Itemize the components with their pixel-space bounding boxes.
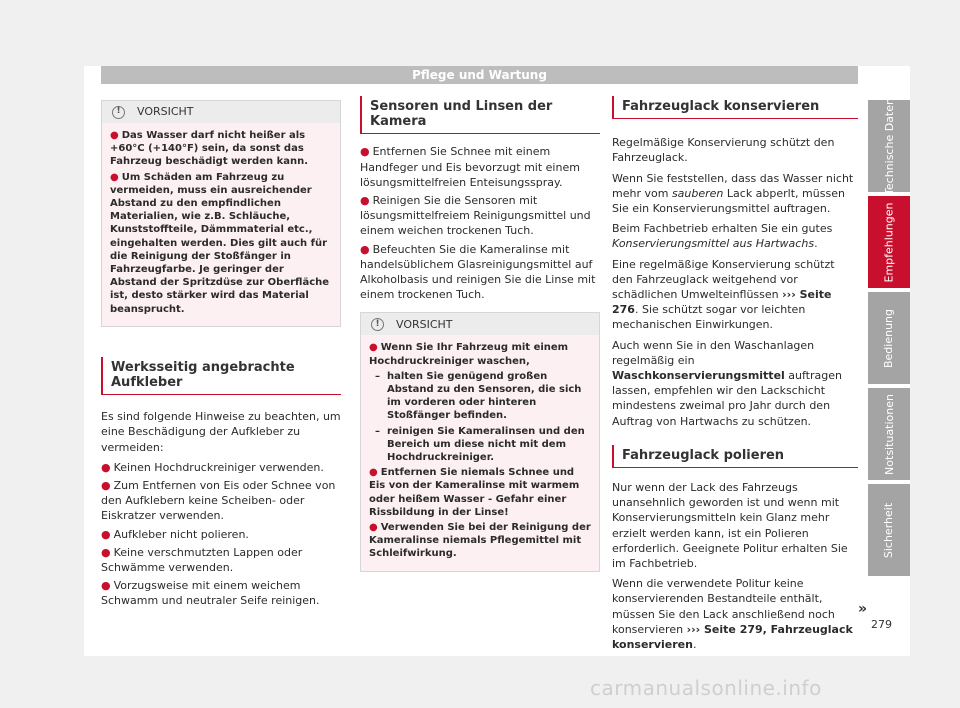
warning-box <box>101 100 341 327</box>
column-left <box>101 100 341 612</box>
warning-subitems <box>369 370 591 464</box>
list-item: ● Zum Entfernen von Eis oder Schnee von den Aufklebern keine Scheiben- oder Eiskratzer verwenden. <box>101 479 336 523</box>
bullet-icon: ● <box>369 522 378 534</box>
list-item: ● Keinen Hochdruckreiniger verwenden. <box>101 460 324 474</box>
bullet-icon: ● <box>101 579 111 593</box>
dash-item: – reinigen Sie Kameralinsen und den Bereich um diese nicht mit dem Hochdruckreiniger. <box>375 425 585 464</box>
warning-item: ● Entfernen Sie niemals Schnee und Eis von der Kameralinse mit warmem oder heißem Wasser - Gefahr einer Rissbildung in der Linse! <box>369 467 580 518</box>
tab-technische-daten[interactable]: Technische Daten <box>868 100 910 192</box>
paragraph: Regelmäßige Konservierung schützt den Fahrzeuglack. <box>612 136 835 165</box>
bullet-icon: ● <box>110 171 119 183</box>
bullet-icon: ● <box>110 130 119 141</box>
warning-header <box>102 101 340 123</box>
info-circle-icon: ! <box>371 318 384 331</box>
warning-label: VORSICHT <box>137 105 194 119</box>
list-item: ● Entfernen Sie Schnee mit einem Handfeger und Eis bevorzugt mit einem lösungsmittelfreien Enteisungsspray. <box>360 145 580 189</box>
list-item: ● Aufkleber nicht polieren. <box>101 527 249 541</box>
tab-empfehlungen[interactable]: Empfehlungen <box>868 196 910 288</box>
section-title-sensoren: Sensoren und Linsen der Kamera <box>360 96 600 134</box>
info-circle-icon: ! <box>112 106 125 119</box>
warning-body <box>102 123 340 326</box>
warning-body <box>361 335 599 570</box>
bullet-icon: ● <box>369 467 378 479</box>
list-item: ● Keine verschmutzten Lappen oder Schwämme verwenden. <box>101 545 303 575</box>
paragraph: Wenn Sie feststellen, dass das Wasser nicht mehr vom sauberen Lack abperlt, müssen Sie ein Konservierungsmittel auftragen. <box>612 171 854 216</box>
list-item: ● Befeuchten Sie die Kameralinse mit handelsüblichem Glasreinigungsmittel auf Alkoholbasis und reinigen Sie die Linse mit einem trockenen Tuch. <box>360 242 596 302</box>
section-title-aufkleber: Werksseitig angebrachte Aufkleber <box>101 357 341 395</box>
bullet-icon: ● <box>101 545 111 559</box>
page-reference-link[interactable]: ››› Seite 279, Fahrzeuglack konservieren <box>612 622 853 652</box>
bullet-icon: ● <box>101 460 111 474</box>
tab-notsituationen[interactable]: Notsituationen <box>868 388 910 480</box>
page-number: 279 <box>871 618 892 631</box>
warning-box <box>360 312 600 571</box>
list-item: ● Reinigen Sie die Sensoren mit lösungsmittelfreiem Reinigungsmittel und einem weichen trockenen Tuch. <box>360 194 591 238</box>
tab-bedienung[interactable]: Bedienung <box>868 292 910 384</box>
tab-sicherheit[interactable]: Sicherheit <box>868 484 910 576</box>
bullet-icon: ● <box>360 145 370 159</box>
bullet-icon: ● <box>369 342 378 354</box>
list-item: ● Vorzugsweise mit einem weichem Schwamm und neutraler Seife reinigen. <box>101 579 320 608</box>
paragraph: Wenn die verwendete Politur keine konservierenden Bestandteile enthält, müssen Sie den Lack anschließend noch konservieren ››› Seite 279, Fahrzeuglack konservieren. <box>612 577 853 652</box>
bullet-icon: ● <box>101 479 111 493</box>
column-middle <box>360 96 600 572</box>
paragraph: Beim Fachbetrieb erhalten Sie ein gutes Konservierungsmittel aus Hartwachs. <box>612 222 833 251</box>
warning-item: ● Verwenden Sie bei der Reinigung der Kameralinse niemals Pflegemittel mit Schleifwirkung. <box>369 522 591 560</box>
intro-text: Es sind folgende Hinweise zu beachten, um eine Beschädigung der Aufkleber zu vermeiden: <box>101 410 341 454</box>
warning-item: ● Um Schäden am Fahrzeug zu vermeiden, muss ein ausreichender Abstand zu den empfindlichen Materialien, wie z.B. Schläuche, Kunststoffteile, Dämmmaterial etc., eingehalten werden. Dies gilt auch für die Reinigung der Stoßfänger in Fahrzeugfarbe. Je geringer der Abstand der Spritzdüse zur Oberfläche ist, desto stärker wird das Material beansprucht. <box>110 171 330 315</box>
dash-item: – halten Sie genügend großen Abstand zu den Sensoren, die sich im vorderen oder hinteren Stoßfänger befinden. <box>375 370 582 422</box>
paragraph: Eine regelmäßige Konservierung schützt den Fahrzeuglack weitgehend vor schädlichen Umwelteinflüssen ››› Seite 276. Sie schützt sogar vor leichten mechanischen Einwirkungen. <box>612 257 835 332</box>
warning-item: ● Das Wasser darf nicht heißer als +60°C (+140°F) sein, da sonst das Fahrzeug beschädigt werden kann. <box>110 130 309 168</box>
chapter-tabs <box>868 97 910 580</box>
section-title-polieren: Fahrzeuglack polieren <box>612 445 858 468</box>
bullet-icon: ● <box>101 527 111 541</box>
column-right <box>612 96 858 657</box>
warning-label: VORSICHT <box>396 317 453 331</box>
bullet-icon: ● <box>360 242 370 256</box>
paragraph: Nur wenn der Lack des Fahrzeugs unansehnlich geworden ist und wenn mit Konservierungsmitteln kein Glanz mehr erzielt werden kann, ist ein Polieren erforderlich. Geeignete Politur erhalten Sie im Fachbetrieb. <box>612 481 848 571</box>
page-reference-link[interactable]: ››› Seite 276 <box>612 288 832 317</box>
bullet-icon: ● <box>360 194 370 208</box>
page-header: Pflege und Wartung <box>101 66 858 84</box>
paragraph: Auch wenn Sie in den Waschanlagen regelmäßig ein Waschkonservierungsmittel auftragen lassen, empfehlen wir den Lackschicht mindestens zweimal pro Jahr durch den Auftrag von Hartwachs zu schützen. <box>612 338 842 428</box>
warning-item: ● Wenn Sie Ihr Fahrzeug mit einem Hochdruckreiniger waschen, <box>369 342 569 367</box>
warning-header <box>361 313 599 335</box>
section-title-konservieren: Fahrzeuglack konservieren <box>612 96 858 119</box>
continue-marker: » <box>858 601 868 617</box>
watermark: carmanualsonline.info <box>590 676 822 700</box>
